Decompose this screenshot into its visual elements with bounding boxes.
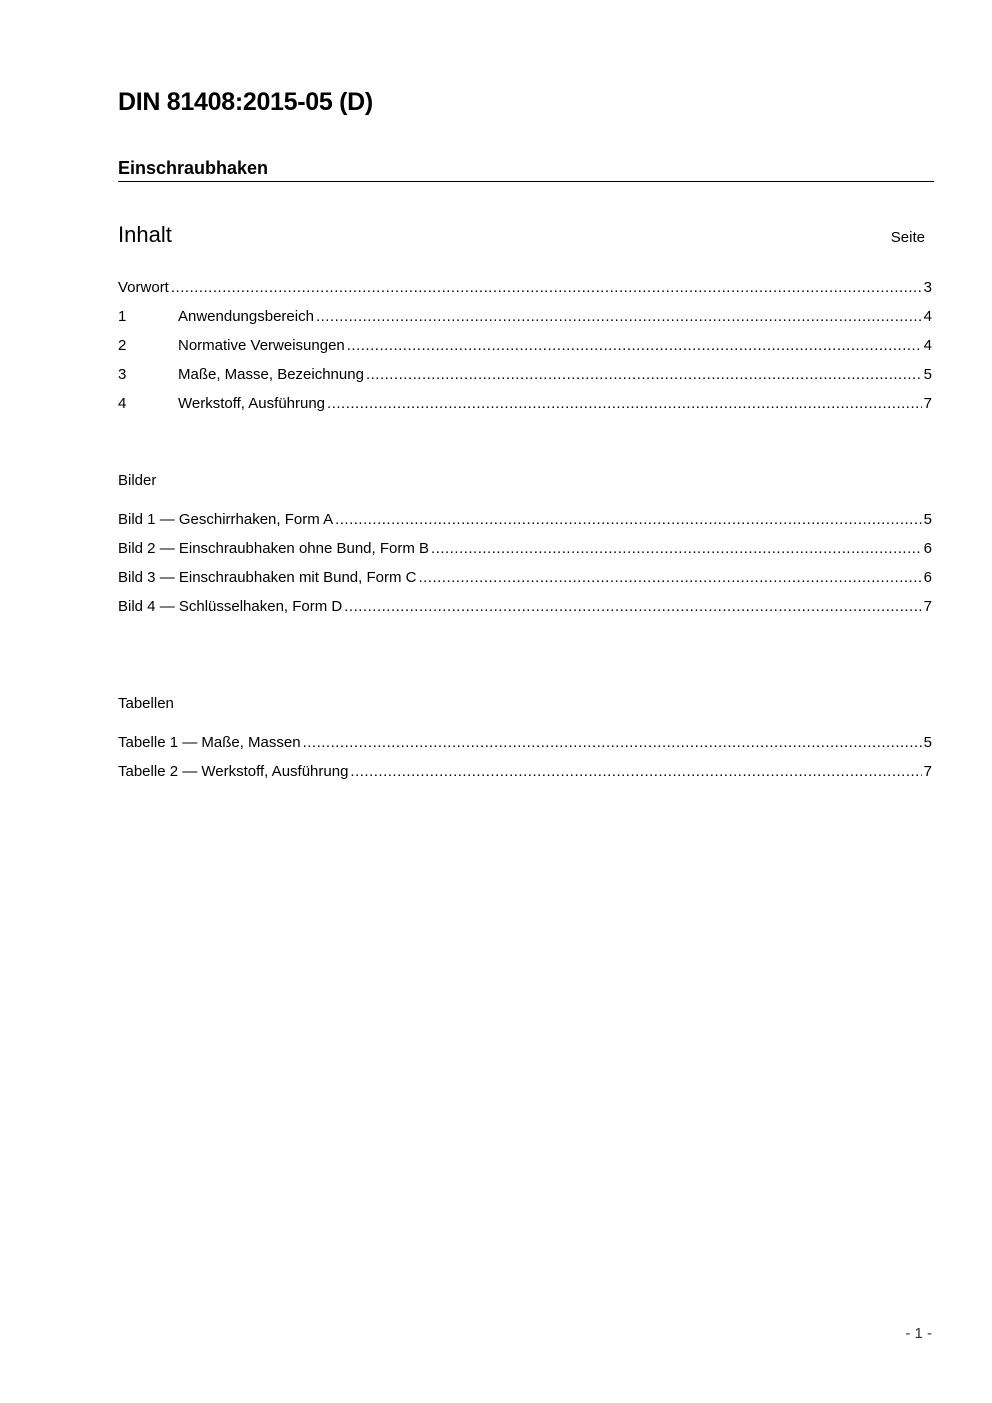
figure-entry-page: 5: [923, 511, 932, 528]
page-number: - 1 -: [905, 1325, 932, 1342]
figure-entry-title: Bild 3 — Einschraubhaken mit Bund, Form C: [118, 569, 417, 586]
figure-entry-title: Bild 4 — Schlüsselhaken, Form D: [118, 598, 343, 615]
toc-entry-number: 2: [118, 337, 127, 354]
table-entry-page: 5: [923, 734, 932, 751]
dot-leader: [316, 302, 922, 331]
figures-label: Bilder: [118, 472, 157, 489]
tables-list: [118, 728, 932, 786]
document-subject: Einschraubhaken: [118, 158, 934, 182]
figure-entry-2[interactable]: [118, 534, 932, 563]
toc-entry-title: Anwendungsbereich: [178, 308, 314, 325]
table-entry-title: Tabelle 2 — Werkstoff, Ausführung: [118, 763, 349, 780]
figure-entry-4[interactable]: [118, 592, 932, 621]
toc-entry-title: Normative Verweisungen: [178, 337, 345, 354]
toc-entry-number: 3: [118, 366, 127, 383]
toc-entry-1[interactable]: [118, 302, 932, 331]
toc-entry-page: 3: [923, 279, 932, 296]
page-column-label: Seite: [890, 229, 925, 246]
toc-heading: Inhalt: [118, 222, 172, 247]
toc-entry-2[interactable]: [118, 331, 932, 360]
tables-label: Tabellen: [118, 695, 174, 712]
toc-entry-page: 5: [923, 366, 932, 383]
toc-entry-number: 1: [118, 308, 127, 325]
dot-leader: [171, 273, 922, 302]
table-entry-page: 7: [923, 763, 932, 780]
figure-entry-title: Bild 2 — Einschraubhaken ohne Bund, Form B: [118, 540, 430, 557]
dot-leader: [303, 728, 922, 757]
dot-leader: [344, 592, 921, 621]
toc-entry-page: 4: [923, 337, 932, 354]
dot-leader: [418, 563, 921, 592]
toc-entry-title: Maße, Masse, Bezeichnung: [178, 366, 364, 383]
table-entry-title: Tabelle 1 — Maße, Massen: [118, 734, 301, 751]
dot-leader: [347, 331, 922, 360]
figure-entry-1[interactable]: [118, 505, 932, 534]
toc-entry-page: 4: [923, 308, 932, 325]
dot-leader: [366, 360, 922, 389]
figure-entry-page: 6: [923, 569, 932, 586]
document-id: DIN 81408:2015-05 (D): [118, 88, 373, 116]
figures-list: [118, 505, 932, 621]
toc-entry-title: Werkstoff, Ausführung: [178, 395, 326, 412]
toc-entry-page: 7: [923, 395, 932, 412]
figure-entry-title: Bild 1 — Geschirrhaken, Form A: [118, 511, 334, 528]
toc-entry-3[interactable]: [118, 360, 932, 389]
figure-entry-page: 7: [923, 598, 932, 615]
toc-entry-title: Vorwort: [118, 279, 169, 296]
figure-entry-3[interactable]: [118, 563, 932, 592]
table-entry-1[interactable]: [118, 728, 932, 757]
toc-entry-4[interactable]: [118, 389, 932, 418]
table-entry-2[interactable]: [118, 757, 932, 786]
toc-list: [118, 273, 932, 418]
dot-leader: [335, 505, 922, 534]
dot-leader: [327, 389, 922, 418]
toc-entry-vorwort[interactable]: [118, 273, 932, 302]
dot-leader: [350, 757, 921, 786]
dot-leader: [431, 534, 922, 563]
figure-entry-page: 6: [923, 540, 932, 557]
toc-entry-number: 4: [118, 395, 127, 412]
